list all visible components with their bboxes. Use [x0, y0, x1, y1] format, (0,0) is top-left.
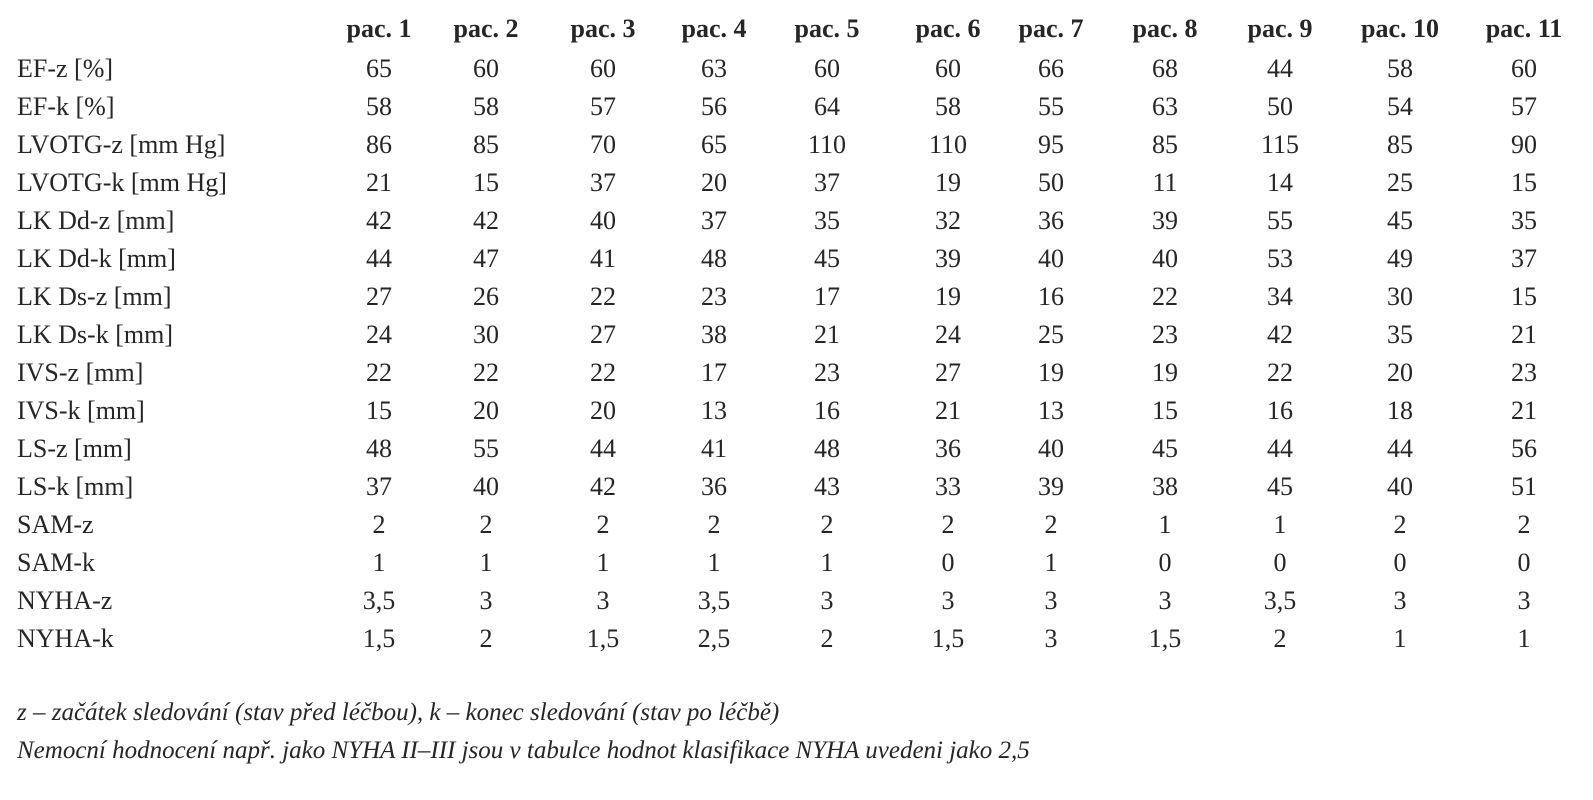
table-cell: 16: [1038, 282, 1064, 311]
table-cell: 24: [366, 320, 392, 349]
table-cell: 18: [1387, 396, 1413, 425]
table-cell: 37: [1511, 244, 1537, 273]
table-cell: 50: [1267, 92, 1293, 121]
table-cell: 42: [473, 206, 499, 235]
table-cell: 43: [814, 472, 840, 501]
table-cell: 44: [1387, 434, 1413, 463]
table-cell: 58: [366, 92, 392, 121]
table-cell: 54: [1387, 92, 1413, 121]
table-cell: 60: [473, 54, 499, 83]
table-cell: 23: [1511, 358, 1537, 387]
footnote-abbreviations: z – začátek sledování (stav před léčbou), k – konec sledování (stav po léčbě): [17, 699, 780, 726]
table-cell: 0: [941, 548, 955, 577]
table-cell: 35: [1387, 320, 1413, 349]
table-cell: 37: [701, 206, 727, 235]
table-cell: 25: [1387, 168, 1413, 197]
table-cell: 13: [1038, 396, 1064, 425]
table-cell: 1: [372, 548, 386, 577]
table-cell: 2: [1044, 510, 1058, 539]
table-cell: 35: [1511, 206, 1537, 235]
table-row: [0, 164, 1589, 202]
table-cell: 48: [366, 434, 392, 463]
table-cell: 39: [1152, 206, 1178, 235]
table-cell: 30: [1387, 282, 1413, 311]
table-cell: 3: [1517, 586, 1531, 615]
column-header-pac-11: pac. 11: [1485, 14, 1563, 43]
table-cell: 23: [701, 282, 727, 311]
table-cell: 21: [366, 168, 392, 197]
table-cell: 14: [1267, 168, 1293, 197]
table-cell: 45: [1152, 434, 1178, 463]
row-label: LK Ds-k [mm]: [17, 320, 173, 349]
table-cell: 13: [701, 396, 727, 425]
table-cell: 0: [1517, 548, 1531, 577]
row-label: SAM-z: [17, 510, 94, 539]
table-row: [0, 392, 1589, 430]
table-cell: 19: [935, 168, 961, 197]
table-cell: 58: [473, 92, 499, 121]
table-cell: 27: [935, 358, 961, 387]
table-cell: 44: [1267, 434, 1293, 463]
row-label: LK Dd-z [mm]: [17, 206, 175, 235]
table-cell: 33: [935, 472, 961, 501]
table-cell: 15: [1511, 282, 1537, 311]
table-cell: 2: [1273, 624, 1287, 653]
table-cell: 3,5: [362, 586, 396, 615]
table-cell: 22: [590, 358, 616, 387]
table-cell: 0: [1158, 548, 1172, 577]
row-label: EF-k [%]: [17, 92, 115, 121]
data-table-container: [0, 8, 1589, 658]
table-cell: 30: [473, 320, 499, 349]
table-cell: 56: [701, 92, 727, 121]
table-cell: 1: [1158, 510, 1172, 539]
table-cell: 1: [1393, 624, 1407, 653]
table-row: [0, 430, 1589, 468]
table-cell: 57: [1511, 92, 1537, 121]
table-cell: 21: [1511, 396, 1537, 425]
table-row: [0, 468, 1589, 506]
table-cell: 51: [1511, 472, 1537, 501]
table-cell: 16: [1267, 396, 1293, 425]
table-cell: 70: [590, 130, 616, 159]
table-cell: 60: [935, 54, 961, 83]
table-cell: 95: [1038, 130, 1064, 159]
table-cell: 42: [590, 472, 616, 501]
table-cell: 1: [1044, 548, 1058, 577]
table-body: [0, 50, 1589, 658]
table-cell: 1,5: [586, 624, 620, 653]
table-cell: 55: [1038, 92, 1064, 121]
table-cell: 27: [366, 282, 392, 311]
column-header-pac-8: pac. 8: [1132, 14, 1198, 43]
table-cell: 1,5: [1148, 624, 1182, 653]
table-cell: 15: [366, 396, 392, 425]
table-cell: 39: [1038, 472, 1064, 501]
table-row: [0, 582, 1589, 620]
table-cell: 45: [814, 244, 840, 273]
table-cell: 3: [1393, 586, 1407, 615]
table-cell: 3,5: [1263, 586, 1297, 615]
table-cell: 3: [1044, 586, 1058, 615]
table-row: [0, 240, 1589, 278]
table-cell: 42: [366, 206, 392, 235]
table-row: [0, 354, 1589, 392]
table-cell: 85: [473, 130, 499, 159]
table-cell: 48: [814, 434, 840, 463]
row-label: LVOTG-k [mm Hg]: [17, 168, 227, 197]
table-row: [0, 278, 1589, 316]
table-cell: 40: [1038, 434, 1064, 463]
table-cell: 85: [1387, 130, 1413, 159]
table-cell: 2: [372, 510, 386, 539]
table-row: [0, 316, 1589, 354]
table-cell: 110: [928, 130, 968, 159]
table-cell: 15: [1152, 396, 1178, 425]
table-cell: 22: [590, 282, 616, 311]
table-cell: 11: [1152, 168, 1178, 197]
table-cell: 2: [820, 510, 834, 539]
table-cell: 22: [473, 358, 499, 387]
row-label: LK Ds-z [mm]: [17, 282, 172, 311]
table-cell: 22: [1267, 358, 1293, 387]
table-cell: 63: [1152, 92, 1178, 121]
row-label: LK Dd-k [mm]: [17, 244, 176, 273]
table-cell: 22: [1152, 282, 1178, 311]
table-cell: 45: [1267, 472, 1293, 501]
table-cell: 1: [1273, 510, 1287, 539]
table-cell: 37: [366, 472, 392, 501]
table-cell: 21: [814, 320, 840, 349]
table-cell: 16: [814, 396, 840, 425]
table-cell: 15: [1511, 168, 1537, 197]
table-cell: 36: [935, 434, 961, 463]
column-header-pac-10: pac. 10: [1361, 14, 1439, 43]
table-cell: 1,5: [931, 624, 965, 653]
table-cell: 45: [1387, 206, 1413, 235]
table-cell: 85: [1152, 130, 1178, 159]
table-cell: 20: [590, 396, 616, 425]
table-row: [0, 88, 1589, 126]
table-cell: 20: [1387, 358, 1413, 387]
row-label: NYHA-z: [17, 586, 113, 615]
table-cell: 36: [701, 472, 727, 501]
table-row: [0, 544, 1589, 582]
table-cell: 2: [820, 624, 834, 653]
header-row: [0, 8, 1589, 50]
table-cell: 56: [1511, 434, 1537, 463]
table-cell: 44: [366, 244, 392, 273]
table-cell: 47: [473, 244, 499, 273]
table-cell: 17: [701, 358, 727, 387]
column-header-pac-5: pac. 5: [794, 14, 860, 43]
table-cell: 2: [596, 510, 610, 539]
table-cell: 0: [1273, 548, 1287, 577]
table-cell: 21: [1511, 320, 1537, 349]
table-cell: 2: [1393, 510, 1407, 539]
table-row: [0, 50, 1589, 88]
table-cell: 15: [473, 168, 499, 197]
table-cell: 60: [590, 54, 616, 83]
table-cell: 38: [1152, 472, 1178, 501]
table-cell: 64: [814, 92, 840, 121]
table-cell: 21: [935, 396, 961, 425]
table-row: [0, 620, 1589, 658]
table-cell: 3: [820, 586, 834, 615]
table-cell: 65: [701, 130, 727, 159]
table-cell: 24: [935, 320, 961, 349]
footnote-nyha: Nemocní hodnocení např. jako NYHA II–III jsou v tabulce hodnot klasifikace NYHA uvedeni jako 2,5: [17, 737, 1030, 764]
table-cell: 58: [935, 92, 961, 121]
table-cell: 22: [366, 358, 392, 387]
table-cell: 2,5: [697, 624, 731, 653]
table-cell: 3: [1158, 586, 1172, 615]
patient-data-table: [0, 8, 1589, 658]
table-cell: 60: [1511, 54, 1537, 83]
row-label: SAM-k: [17, 548, 96, 577]
column-header-pac-6: pac. 6: [915, 14, 981, 43]
table-cell: 115: [1260, 130, 1300, 159]
table-cell: 40: [473, 472, 499, 501]
column-header-pac-7: pac. 7: [1018, 14, 1084, 43]
row-label: EF-z [%]: [17, 54, 114, 83]
table-cell: 3: [1044, 624, 1058, 653]
table-cell: 20: [473, 396, 499, 425]
table-cell: 42: [1267, 320, 1293, 349]
table-row: [0, 126, 1589, 164]
table-row: [0, 506, 1589, 544]
table-cell: 39: [935, 244, 961, 273]
table-cell: 1: [596, 548, 610, 577]
table-cell: 2: [479, 624, 493, 653]
corner-cell: [0, 8, 313, 50]
table-cell: 66: [1038, 54, 1064, 83]
table-cell: 44: [1267, 54, 1293, 83]
column-header-pac-9: pac. 9: [1247, 14, 1313, 43]
table-cell: 1,5: [362, 624, 396, 653]
table-cell: 3: [941, 586, 955, 615]
table-cell: 68: [1152, 54, 1178, 83]
table-cell: 1: [1517, 624, 1531, 653]
table-cell: 1: [707, 548, 721, 577]
table-cell: 55: [1267, 206, 1293, 235]
table-cell: 0: [1393, 548, 1407, 577]
column-header-pac-4: pac. 4: [681, 14, 747, 43]
footnotes: [17, 694, 1030, 770]
row-label: LVOTG-z [mm Hg]: [17, 130, 226, 159]
table-cell: 3: [479, 586, 493, 615]
table-cell: 55: [473, 434, 499, 463]
row-label: NYHA-k: [17, 624, 114, 653]
table-cell: 1: [820, 548, 834, 577]
table-cell: 37: [590, 168, 616, 197]
table-cell: 40: [590, 206, 616, 235]
column-header-pac-1: pac. 1: [346, 14, 412, 43]
table-cell: 40: [1152, 244, 1178, 273]
table-cell: 48: [701, 244, 727, 273]
table-cell: 27: [590, 320, 616, 349]
table-cell: 35: [814, 206, 840, 235]
table-cell: 1: [479, 548, 493, 577]
row-label: LS-z [mm]: [17, 434, 132, 463]
table-cell: 40: [1387, 472, 1413, 501]
table-cell: 17: [814, 282, 840, 311]
table-cell: 86: [366, 130, 392, 159]
table-cell: 2: [1517, 510, 1531, 539]
table-cell: 25: [1038, 320, 1064, 349]
table-cell: 26: [473, 282, 499, 311]
row-label: IVS-z [mm]: [17, 358, 144, 387]
table-cell: 19: [1038, 358, 1064, 387]
table-cell: 41: [701, 434, 727, 463]
table-cell: 49: [1387, 244, 1413, 273]
table-cell: 38: [701, 320, 727, 349]
table-cell: 20: [701, 168, 727, 197]
table-cell: 50: [1038, 168, 1064, 197]
column-header-pac-3: pac. 3: [570, 14, 636, 43]
table-cell: 40: [1038, 244, 1064, 273]
table-cell: 65: [366, 54, 392, 83]
table-cell: 19: [1152, 358, 1178, 387]
table-cell: 57: [590, 92, 616, 121]
table-cell: 34: [1267, 282, 1293, 311]
table-cell: 23: [814, 358, 840, 387]
table-cell: 37: [814, 168, 840, 197]
table-cell: 44: [590, 434, 616, 463]
table-cell: 3: [596, 586, 610, 615]
table-cell: 2: [707, 510, 721, 539]
table-cell: 60: [814, 54, 840, 83]
table-cell: 19: [935, 282, 961, 311]
column-header-pac-2: pac. 2: [453, 14, 519, 43]
table-cell: 63: [701, 54, 727, 83]
table-cell: 2: [941, 510, 955, 539]
table-row: [0, 202, 1589, 240]
table-cell: 58: [1387, 54, 1413, 83]
table-cell: 90: [1511, 130, 1537, 159]
table-cell: 3,5: [697, 586, 731, 615]
table-cell: 23: [1152, 320, 1178, 349]
table-cell: 53: [1267, 244, 1293, 273]
row-label: IVS-k [mm]: [17, 396, 145, 425]
table-cell: 32: [935, 206, 961, 235]
table-cell: 2: [479, 510, 493, 539]
table-cell: 110: [807, 130, 847, 159]
table-cell: 41: [590, 244, 616, 273]
row-label: LS-k [mm]: [17, 472, 134, 501]
table-cell: 36: [1038, 206, 1064, 235]
